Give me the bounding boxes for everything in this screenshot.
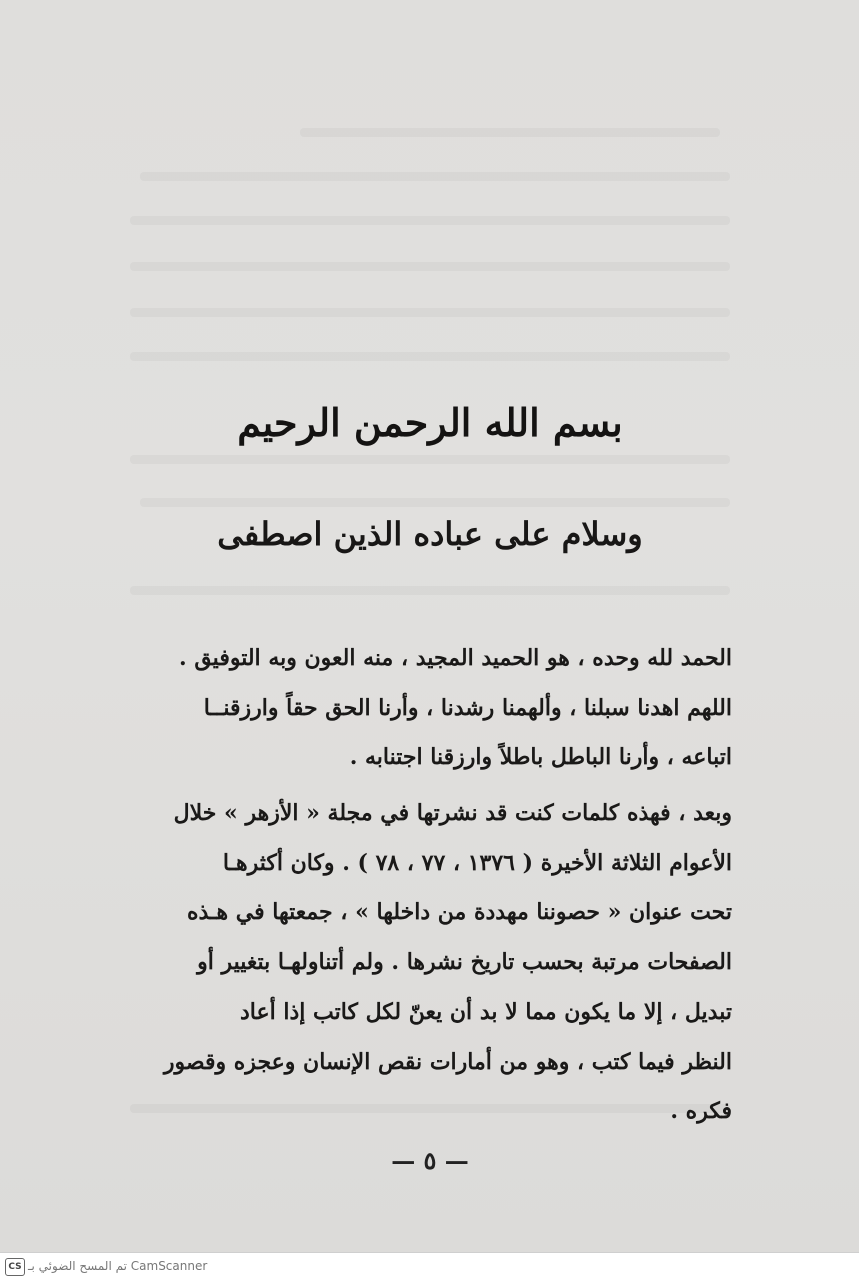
- basmala-heading: بسم الله الرحمن الرحيم: [237, 400, 623, 445]
- paragraph-body: [128, 789, 732, 1137]
- paragraph-line: اللهم اهدنا سبلنا ، وألهمنا رشدنا ، وأرنا الحق حقاً وارزقنــا: [203, 694, 732, 721]
- show-through-mark: [300, 128, 720, 137]
- page-number: — ٥ —: [391, 1146, 469, 1175]
- page-subtitle: وسلام على عباده الذين اصطفى: [217, 515, 643, 553]
- scanner-watermark-text: تم المسح الضوئي بـ CamScanner: [28, 1259, 208, 1273]
- show-through-mark: [130, 262, 730, 271]
- show-through-mark: [130, 455, 730, 464]
- show-through-mark: [130, 216, 730, 225]
- paragraph-line: الأعوام الثلاثة الأخيرة ( ١٣٧٦ ، ٧٧ ، ٧٨ ) . وكان أكثرهـا: [222, 849, 732, 876]
- show-through-mark: [130, 586, 730, 595]
- show-through-mark: [130, 352, 730, 361]
- scanner-footer: [0, 1252, 859, 1281]
- show-through-mark: [140, 498, 730, 507]
- paragraph-line: تحت عنوان « حصوننا مهددة من داخلها » ، جمعتها في هـذه: [186, 899, 732, 926]
- camscanner-logo-icon: CS: [5, 1258, 25, 1276]
- paragraph-line: الحمد لله وحده ، هو الحميد المجيد ، منه العون وبه التوفيق .: [179, 645, 732, 671]
- paragraph-line: الصفحات مرتبة بحسب تاريخ نشرها . ولم أتناولهـا بتغيير أو: [197, 949, 732, 976]
- paragraph-line: النظر فيما كتب ، وهو من أمارات نقص الإنسان وعجزه وقصور: [163, 1048, 732, 1075]
- paragraph-line: اتباعه ، وأرنا الباطل باطلاً وارزقنا اجتنابه .: [349, 744, 732, 771]
- paragraph-line: وبعد ، فهذه كلمات كنت قد نشرتها في مجلة « الأزهر » خلال: [173, 800, 732, 826]
- paragraph-opening: [128, 634, 732, 783]
- show-through-mark: [130, 308, 730, 317]
- paragraph-line: فكره .: [670, 1098, 732, 1125]
- paragraph-line: تبديل ، إلا ما يكون مما لا بد أن يعنّ لكل كاتب إذا أعاد: [239, 998, 732, 1025]
- show-through-mark: [140, 172, 730, 181]
